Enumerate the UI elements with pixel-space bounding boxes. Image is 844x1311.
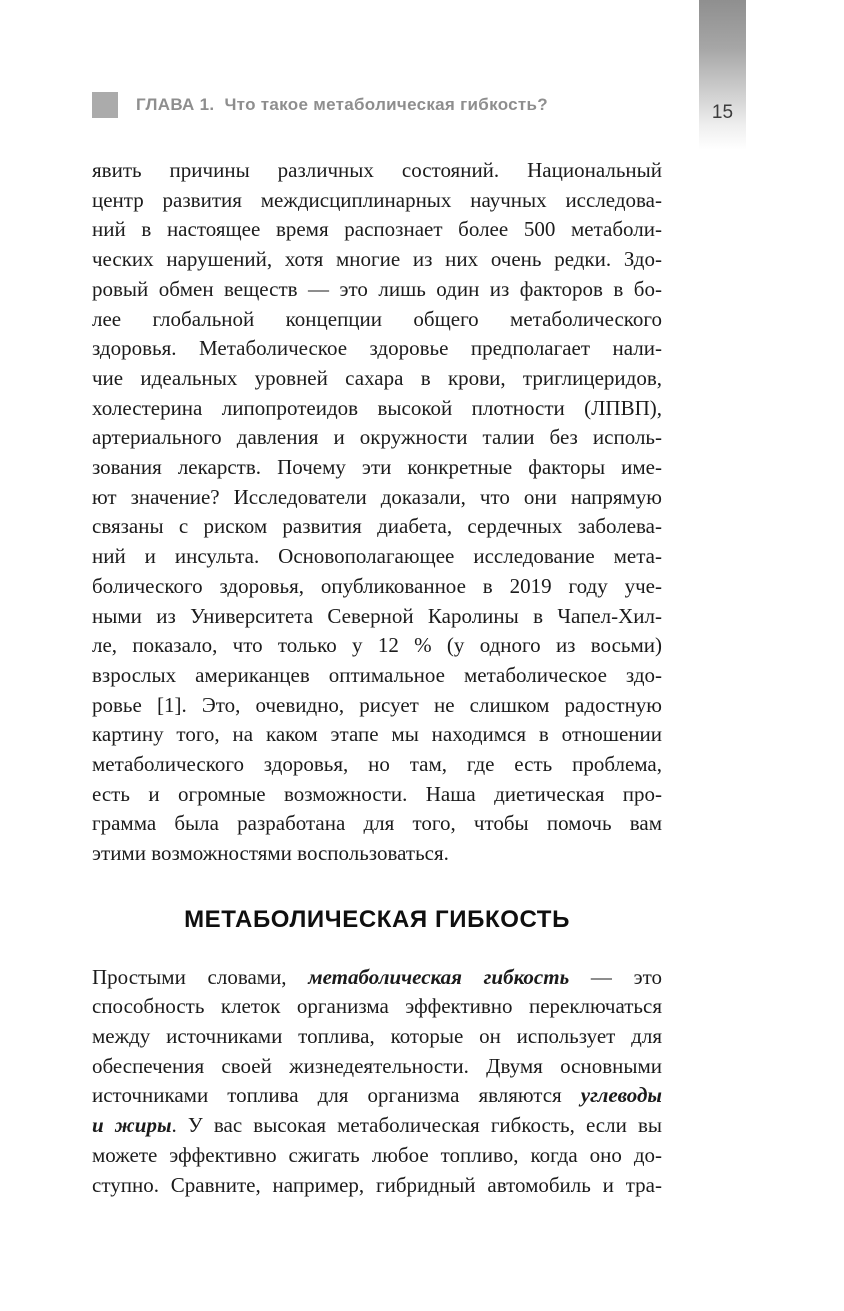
- text-line: явить причины различных состояний. Национальный: [92, 158, 662, 182]
- text-line: чие идеальных уровней сахара в крови, триглицеридов,: [92, 365, 662, 390]
- text-line: источниками топлива для организма являются углеводы: [92, 1083, 662, 1108]
- text-line: ческих нарушений, хотя многие из них очень редки. Здо-: [92, 247, 662, 272]
- text-line: метаболического здоровья, но там, где есть проблема,: [92, 752, 662, 777]
- paragraph-2: [92, 963, 662, 1201]
- text-line: способность клеток организма эффективно переключаться: [92, 994, 662, 1019]
- section-heading: МЕТАБОЛИЧЕСКАЯ ГИБКОСТЬ: [184, 905, 570, 933]
- text-line: болического здоровья, опубликованное в 2019 году уче-: [92, 573, 662, 598]
- text-line: взрослых американцев оптимальное метаболическое здо-: [92, 662, 662, 687]
- text-line: между источниками топлива, которые он использует для: [92, 1023, 662, 1048]
- chapter-label: ГЛАВА 1.: [136, 95, 215, 114]
- paragraph-1: [92, 156, 662, 869]
- text-line: ровый обмен веществ — это лишь один из факторов в бо-: [92, 276, 662, 301]
- text-line: ровье [1]. Это, очевидно, рисует не слишком радостную: [92, 692, 662, 717]
- running-header: [92, 92, 548, 118]
- text-line: центр развития междисциплинарных научных исследова-: [92, 187, 662, 212]
- text-line: картину того, на каком этапе мы находимся в отношении: [92, 722, 662, 747]
- page-number: 15: [711, 102, 734, 123]
- text-line: и жиры. У вас высокая метаболическая гибкость, если вы: [92, 1113, 662, 1138]
- text-line: ступно. Сравните, например, гибридный автомобиль и тра-: [92, 1172, 662, 1197]
- text-line: зования лекарств. Почему эти конкретные факторы име-: [92, 455, 662, 480]
- text-line: этими возможностями воспользоваться.: [92, 841, 449, 866]
- text-line: холестерина липопротеидов высокой плотности (ЛПВП),: [92, 395, 662, 420]
- text-line: связаны с риском развития диабета, сердечных заболева-: [92, 514, 662, 539]
- text-line: можете эффективно сжигать любое топливо, когда оно до-: [92, 1142, 662, 1167]
- page-corner-gradient: [699, 0, 746, 150]
- text-line: грамма была разработана для того, чтобы помочь вам: [92, 811, 662, 836]
- text-line: обеспечения своей жизнедеятельности. Двумя основными: [92, 1053, 662, 1078]
- text-line: лее глобальной концепции общего метаболического: [92, 306, 662, 331]
- chapter-title: Что такое метаболическая гибкость?: [224, 95, 548, 114]
- text-line: здоровья. Метаболическое здоровье предполагает нали-: [92, 336, 662, 361]
- text-line: ний в настоящее время распознает более 500 метаболи-: [92, 217, 662, 242]
- text-line: артериального давления и окружности талии без исполь-: [92, 425, 662, 450]
- text-line: ными из Университета Северной Каролины в Чапел-Хил-: [92, 603, 662, 628]
- text-line: Простыми словами, метаболическая гибкость — это: [92, 964, 662, 989]
- page-body: [92, 156, 662, 1200]
- text-line: ют значение? Исследователи доказали, что они напрямую: [92, 484, 662, 509]
- text-line: ле, показало, что только у 12 % (у одного из восьми): [92, 633, 662, 658]
- text-line: ний и инсульта. Основополагающее исследование мета-: [92, 544, 662, 569]
- text-line: есть и огромные возможности. Наша диетическая про-: [92, 781, 662, 806]
- chapter-marker-square: [92, 92, 118, 118]
